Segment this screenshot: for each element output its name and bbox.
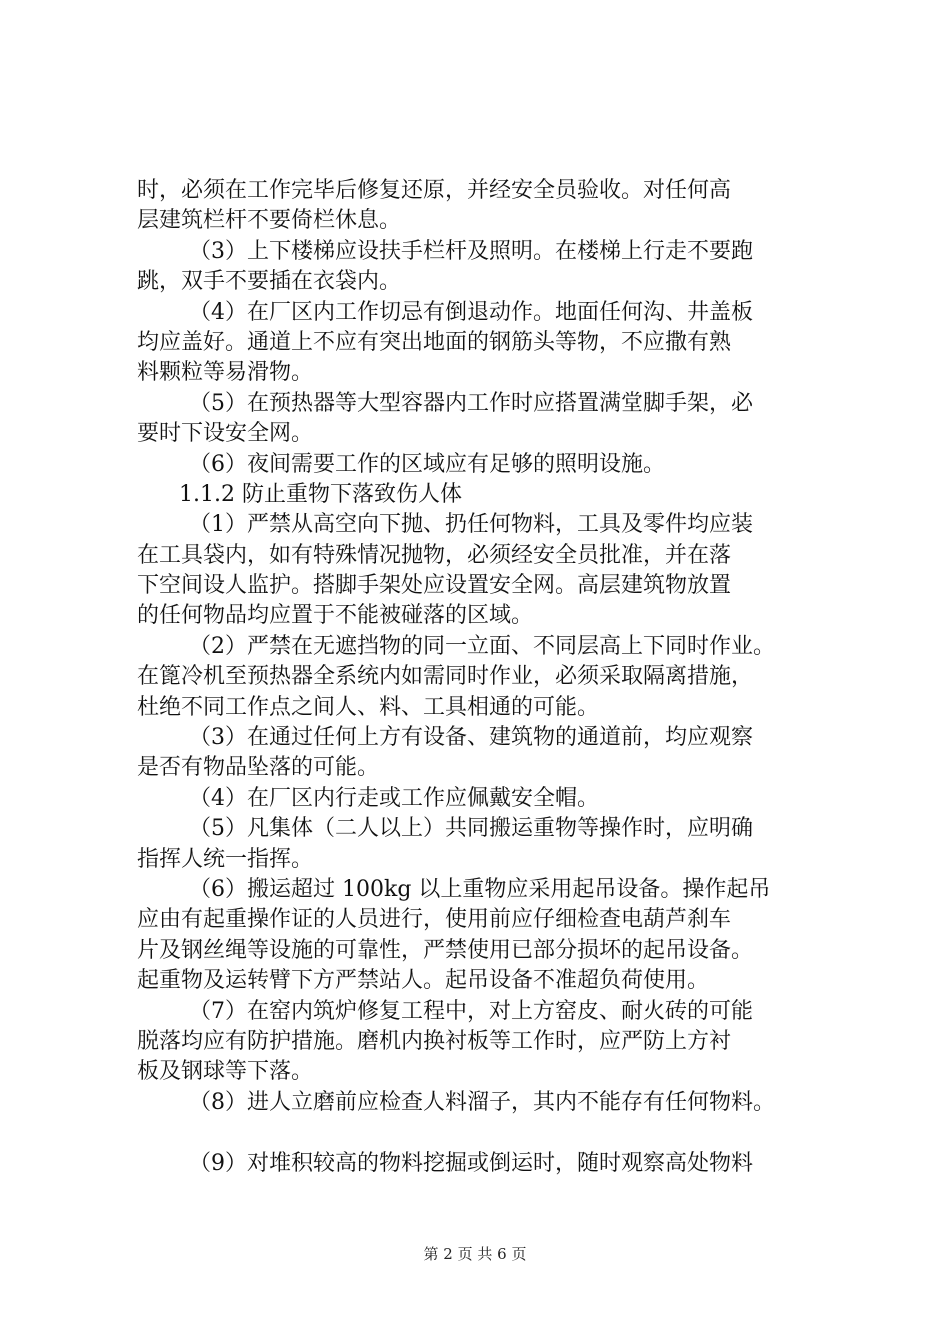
section-heading: 1.1.2 防止重物下落致伤人体 bbox=[179, 481, 462, 507]
text-line: 下空间设人监护。搭脚手架处应设置安全网。高层建筑物放置 bbox=[137, 573, 732, 599]
text-line: （1）严禁从高空向下抛、扔任何物料，工具及零件均应装 bbox=[189, 512, 753, 538]
text-line: 指挥人统一指挥。 bbox=[137, 846, 314, 872]
text-line: 料颗粒等易滑物。 bbox=[137, 360, 314, 386]
text-line: 在工具袋内，如有特殊情况抛物，必须经安全员批准，并在落 bbox=[137, 542, 732, 568]
text-line: （2）严禁在无遮挡物的同一立面、不同层高上下同时作业。 bbox=[189, 633, 775, 659]
text-line: （3）在通过任何上方有设备、建筑物的通道前，均应观察 bbox=[189, 725, 753, 751]
text-line: 是否有物品坠落的可能。 bbox=[137, 755, 380, 781]
text-line: （5）在预热器等大型容器内工作时应搭置满堂脚手架，必 bbox=[189, 390, 753, 416]
text-line: 杜绝不同工作点之间人、料、工具相通的可能。 bbox=[137, 694, 600, 720]
text-line: （8）进人立磨前应检查人料溜子，其内不能存有任何物料。 bbox=[189, 1089, 775, 1115]
text-line: 均应盖好。通道上不应有突出地面的钢筋头等物，不应撒有熟 bbox=[137, 329, 732, 355]
text-line: （3）上下楼梯应设扶手栏杆及照明。在楼梯上行走不要跑 bbox=[189, 238, 753, 264]
text-line: （4）在厂区内行走或工作应佩戴安全帽。 bbox=[189, 785, 599, 811]
text-line: （7）在窑内筑炉修复工程中，对上方窑皮、耐火砖的可能 bbox=[189, 998, 753, 1024]
text-line: （6）夜间需要工作的区域应有足够的照明设施。 bbox=[189, 451, 665, 477]
text-line: 脱落均应有防护措施。磨机内换衬板等工作时，应严防上方衬 bbox=[137, 1028, 732, 1054]
text-line: 在篦冷机至预热器全系统内如需同时作业，必须采取隔离措施， bbox=[137, 664, 754, 690]
text-line: 时，必须在工作完毕后修复还原，并经安全员验收。对任何高 bbox=[137, 178, 732, 203]
paragraph-gap bbox=[137, 1118, 837, 1148]
text-line: 要时下设安全网。 bbox=[137, 421, 314, 447]
text-line: 应由有起重操作证的人员进行，使用前应仔细检查电葫芦刹车 bbox=[137, 907, 732, 933]
text-line: （5）凡集体（二人以上）共同搬运重物等操作时，应明确 bbox=[189, 816, 753, 842]
text-line: 的任何物品均应置于不能被碰落的区域。 bbox=[137, 603, 534, 629]
text-line: 板及钢球等下落。 bbox=[137, 1059, 314, 1085]
text-line: 片及钢丝绳等设施的可靠性，严禁使用已部分损坏的起吊设备。 bbox=[137, 937, 754, 963]
text-line: （4）在厂区内工作切忌有倒退动作。地面任何沟、井盖板 bbox=[189, 299, 753, 325]
text-line: （6）搬运超过 100kg 以上重物应采用起吊设备。操作起吊 bbox=[189, 876, 771, 902]
text-line: 起重物及运转臂下方严禁站人。起吊设备不准超负荷使用。 bbox=[137, 968, 710, 994]
text-line: 跳，双手不要插在衣袋内。 bbox=[137, 269, 402, 295]
text-line: 层建筑栏杆不要倚栏休息。 bbox=[137, 208, 402, 234]
page-footer: 第 2 页 共 6 页 bbox=[423, 1245, 527, 1263]
text-line: （9）对堆积较高的物料挖掘或倒运时，随时观察高处物料 bbox=[189, 1150, 753, 1176]
body-text bbox=[137, 176, 837, 1179]
